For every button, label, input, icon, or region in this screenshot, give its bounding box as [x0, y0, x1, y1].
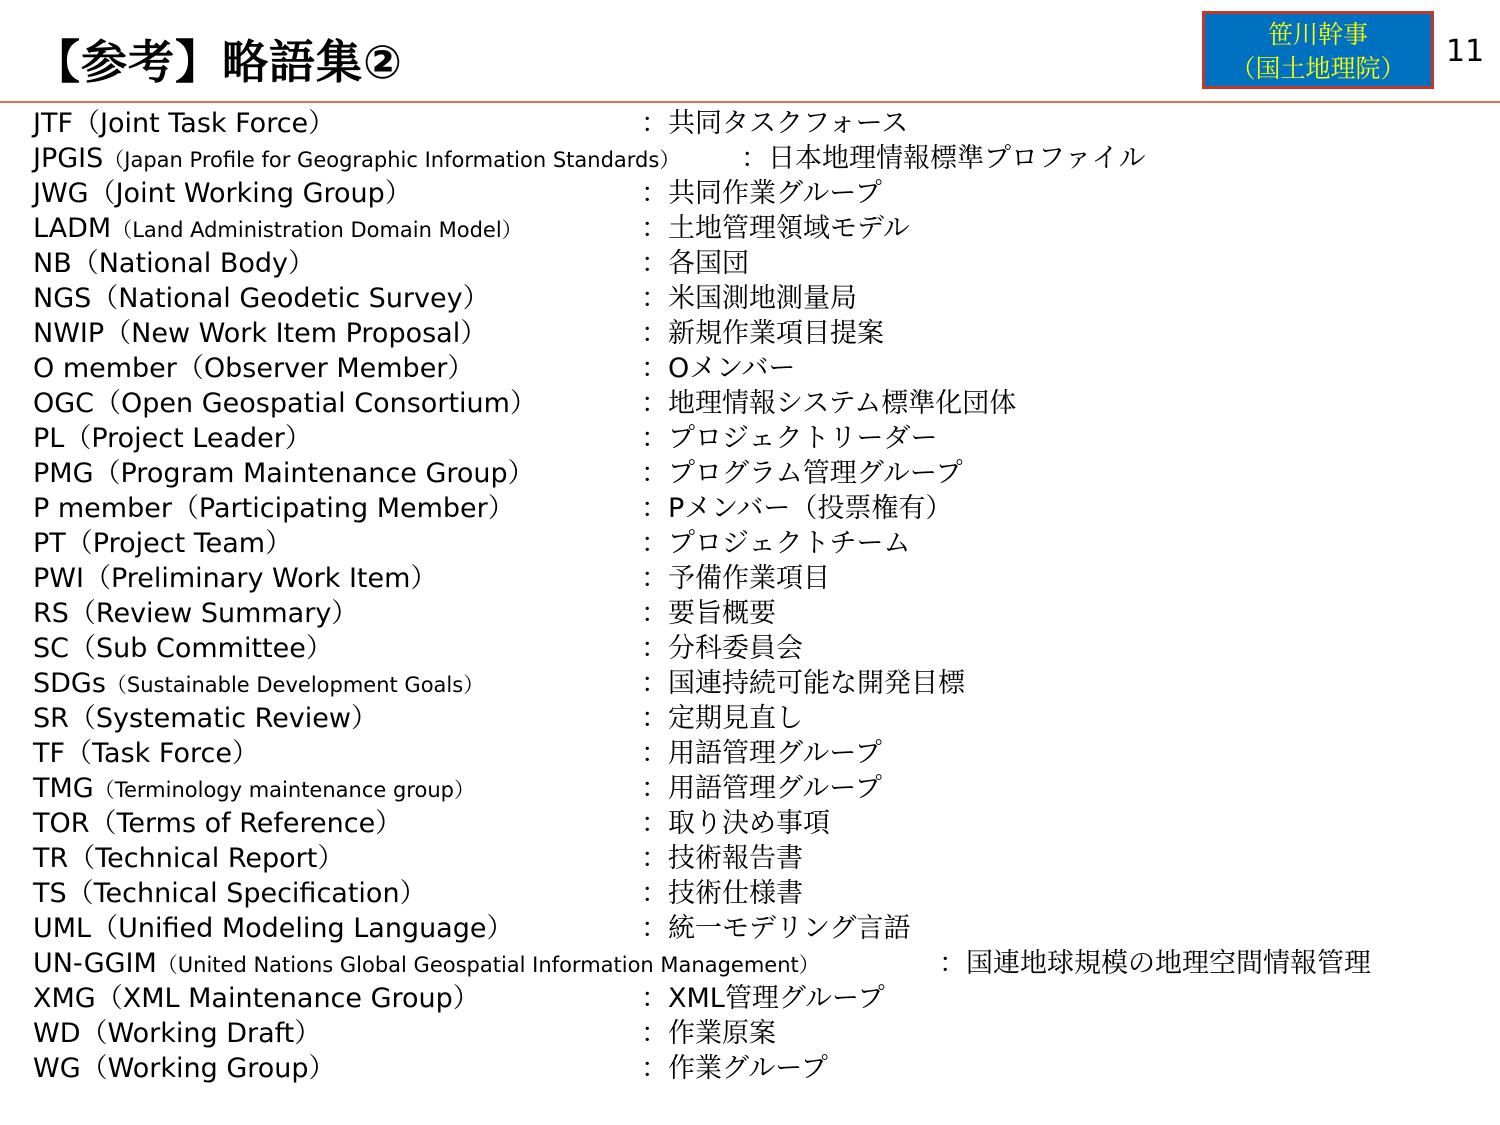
term: TOR（Terms of Reference） — [33, 808, 403, 839]
term-meaning: ：土地管理領域モデル — [641, 213, 910, 244]
term: PL（Project Leader） — [33, 423, 312, 454]
glossary-row — [33, 281, 1473, 316]
term-meaning: ：定期見直し — [641, 703, 803, 734]
glossary-row — [33, 876, 1473, 911]
glossary-list — [33, 106, 1473, 1086]
slide-title: 【参考】略語集② — [34, 35, 403, 89]
term: OGC（Open Geospatial Consortium） — [33, 388, 537, 419]
glossary-row — [33, 736, 1473, 771]
term-meaning: ：分科委員会 — [641, 633, 803, 664]
term-meaning: ：統一モデリング言語 — [641, 913, 911, 944]
glossary-row — [33, 911, 1473, 946]
term-meaning: ：取り決め事項 — [641, 808, 830, 839]
term: JPGIS（Japan Profile for Geographic Information Standards） — [33, 143, 681, 174]
term: UML（Unified Modeling Language） — [33, 913, 514, 944]
glossary-row — [33, 701, 1473, 736]
title-divider — [0, 101, 1500, 103]
glossary-row — [33, 981, 1473, 1016]
term-meaning: ：XML管理グループ — [641, 983, 885, 1014]
term: JWG（Joint Working Group） — [33, 178, 412, 209]
term-meaning: ：共同作業グループ — [641, 178, 882, 209]
term-meaning: ：共同タスクフォース — [641, 108, 909, 139]
term-meaning: ：地理情報システム標準化団体 — [641, 388, 1017, 419]
glossary-row — [33, 211, 1473, 246]
term: TMG（Terminology maintenance group） — [33, 773, 475, 804]
term-meaning: ：国連持続可能な開発目標 — [641, 668, 965, 699]
glossary-row — [33, 421, 1473, 456]
term-meaning: ：プロジェクトチーム — [641, 528, 911, 559]
term-meaning: ：日本地理情報標準プロファイル — [741, 143, 1146, 174]
presenter-badge — [1202, 11, 1434, 89]
term: PWI（Preliminary Work Item） — [33, 563, 438, 594]
term-meaning: ：要旨概要 — [641, 598, 776, 629]
term: SC（Sub Committee） — [33, 633, 333, 664]
term-meaning: ：予備作業項目 — [641, 563, 830, 594]
glossary-row — [33, 806, 1473, 841]
term: NWIP（New Work Item Proposal） — [33, 318, 488, 349]
glossary-row — [33, 246, 1473, 281]
term: P member（Participating Member） — [33, 493, 515, 524]
term-meaning: ：用語管理グループ — [641, 738, 882, 769]
term-meaning: ：作業グループ — [641, 1053, 828, 1084]
page-number: 11 — [1446, 34, 1485, 69]
term: RS（Review Summary） — [33, 598, 359, 629]
term: XMG（XML Maintenance Group） — [33, 983, 480, 1014]
glossary-row — [33, 526, 1473, 561]
term-meaning: ：技術仕様書 — [641, 878, 803, 909]
glossary-row — [33, 176, 1473, 211]
glossary-row — [33, 596, 1473, 631]
term-meaning: ：新規作業項目提案 — [641, 318, 884, 349]
term-meaning: ：各国団 — [641, 248, 749, 279]
term: SR（Systematic Review） — [33, 703, 378, 734]
glossary-row — [33, 141, 1473, 176]
glossary-row — [33, 351, 1473, 386]
term: NGS（National Geodetic Survey） — [33, 283, 490, 314]
term: O member（Observer Member） — [33, 353, 475, 384]
presenter-affiliation: （国土地理院） — [1230, 54, 1406, 83]
glossary-row — [33, 1016, 1473, 1051]
term: JTF（Joint Task Force） — [33, 108, 336, 139]
term: PMG（Program Maintenance Group） — [33, 458, 535, 489]
glossary-row — [33, 631, 1473, 666]
term: WG（Working Group） — [33, 1053, 336, 1084]
term: TF（Task Force） — [33, 738, 259, 769]
term: UN-GGIM（United Nations Global Geospatial Information Management） — [33, 948, 820, 979]
glossary-row — [33, 841, 1473, 876]
term: WD（Working Draft） — [33, 1018, 322, 1049]
presenter-name: 笹川幹事 — [1267, 20, 1368, 49]
term-meaning: ：技術報告書 — [641, 843, 803, 874]
term: NB（National Body） — [33, 248, 315, 279]
term-meaning: ：プログラム管理グループ — [641, 458, 963, 489]
term-meaning: ：作業原案 — [641, 1018, 776, 1049]
glossary-row — [33, 771, 1473, 806]
term-meaning: ：用語管理グループ — [641, 773, 882, 804]
glossary-row — [33, 491, 1473, 526]
glossary-row — [33, 456, 1473, 491]
term-meaning: ：プロジェクトリーダー — [641, 423, 938, 454]
term: SDGs（Sustainable Development Goals） — [33, 668, 485, 699]
glossary-row — [33, 386, 1473, 421]
term-meaning: ：Oメンバー — [641, 353, 796, 384]
term: PT（Project Team） — [33, 528, 293, 559]
glossary-row — [33, 666, 1473, 701]
term: TS（Technical Specification） — [33, 878, 427, 909]
glossary-row — [33, 946, 1473, 981]
glossary-row — [33, 561, 1473, 596]
term: LADM（Land Administration Domain Model） — [33, 213, 523, 244]
glossary-row — [33, 316, 1473, 351]
term: TR（Technical Report） — [33, 843, 345, 874]
glossary-row — [33, 106, 1473, 141]
glossary-row — [33, 1051, 1473, 1086]
term-meaning: ：Pメンバー（投票権有） — [641, 493, 953, 524]
term-meaning: ：米国測地測量局 — [641, 283, 857, 314]
term-meaning: ：国連地球規模の地理空間情報管理 — [939, 948, 1371, 979]
